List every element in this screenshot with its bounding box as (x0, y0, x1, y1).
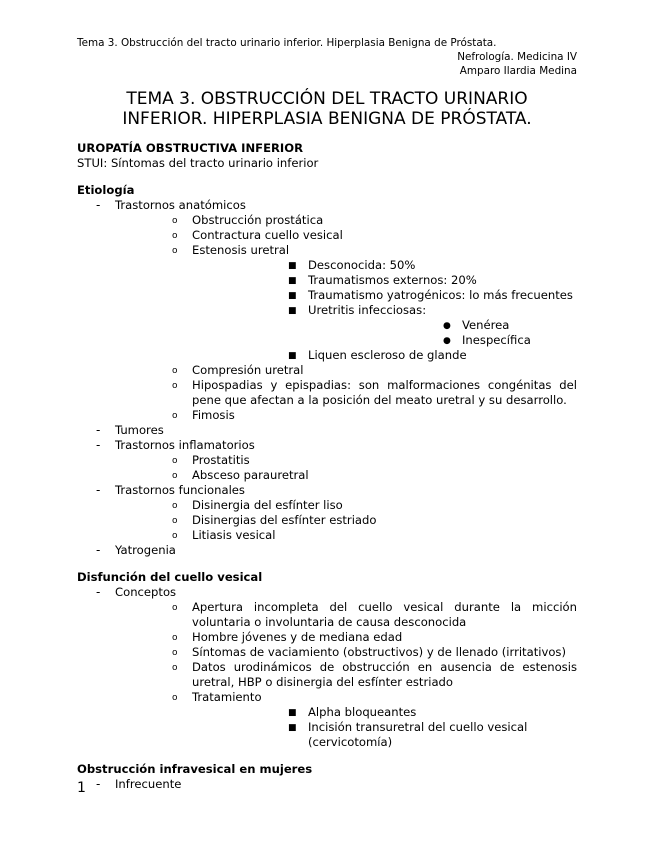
list-item: o Compresión uretral (172, 363, 304, 377)
document-body (77, 141, 577, 792)
list-item: - Infrecuente (96, 777, 182, 791)
circle-bullet-icon: o (172, 531, 178, 541)
document-title-line-2: INFERIOR. HIPERPLASIA BENIGNA DE PRÓSTATA. (122, 109, 532, 129)
page-number: 1 (77, 780, 86, 796)
list-item: o Datos urodinámicos de obstrucción en ausencia de estenosis uretral, HBP o disinergia del esfínter estriado (172, 660, 577, 689)
circle-bullet-icon: o (172, 693, 178, 703)
list-item: o Síntomas de vaciamiento (obstructivos) y de llenado (irritativos) (172, 645, 566, 659)
dash-bullet-icon: - (96, 543, 101, 557)
document-title-line-1: TEMA 3. OBSTRUCCIÓN DEL TRACTO URINARIO (126, 89, 528, 109)
dash-bullet-icon: - (96, 483, 101, 497)
list-item: - Tumores (96, 423, 164, 437)
list-item: o Disinergia del esfínter liso (172, 498, 343, 512)
dash-bullet-icon: - (96, 423, 101, 437)
list-item: ■ Alpha bloqueantes (288, 705, 417, 719)
circle-bullet-icon: o (172, 231, 178, 241)
dash-bullet-icon: - (96, 198, 101, 212)
list-item: ● Venérea (443, 318, 510, 332)
section-heading-mujeres: Obstrucción infravesical en mujeres (77, 762, 313, 776)
section-subtitle-stui: STUI: Síntomas del tracto urinario inferior (77, 156, 319, 170)
list-item: - Trastornos funcionales o Disinergia del esfínter liso o Disinergias del esfínter estriado o Litiasis vesical (77, 483, 577, 543)
author-label: Amparo Ilardia Medina (459, 65, 577, 77)
list-item: o Prostatitis (172, 453, 250, 467)
section-heading-disfuncion: Disfunción del cuello vesical (77, 570, 263, 584)
dash-bullet-icon: - (96, 585, 101, 599)
list-item: - Trastornos anatómicos o Obstrucción prostática o Contractura cuello vesical o Estenosis uretral ■ Desconocida: 50% ■ Traumatismos externos: 20% ■ Traumatismo yatrogénicos: lo más frecuentes ■ Uretritis infecciosas: ● Venérea ● Inespecífica ■ Liquen escleroso de glande o Compresión uretral o Hipospadias y epispadias: son malformaciones congénitas del pene que afectan a la posición del meato uretral y su desarrollo. o Fimosis (96, 198, 577, 422)
circle-bullet-icon: o (172, 501, 178, 511)
circle-bullet-icon: o (172, 366, 178, 376)
list-item: o Fimosis (172, 408, 235, 422)
square-bullet-icon: ■ (288, 306, 297, 316)
running-header-title: Tema 3. Obstrucción del tracto urinario inferior. Hiperplasia Benigna de Próstata. (77, 37, 497, 49)
course-label: Nefrología. Medicina IV (457, 51, 577, 63)
circle-bullet-icon: o (172, 633, 178, 643)
list-item: ■ Liquen escleroso de glande (288, 348, 467, 362)
circle-bullet-icon: o (172, 381, 178, 391)
square-bullet-icon: ■ (288, 261, 297, 271)
square-bullet-icon: ■ (288, 723, 297, 733)
square-bullet-icon: ■ (288, 276, 297, 286)
document-title (77, 89, 577, 129)
mujeres-list (77, 777, 577, 792)
list-item: o Hipospadias y epispadias: son malformaciones congénitas del pene que afectan a la posición del meato uretral y su desarrollo. (172, 378, 577, 407)
list-item: o Obstrucción prostática (172, 213, 324, 227)
square-bullet-icon: ■ (288, 708, 297, 718)
dot-bullet-icon: ● (443, 336, 451, 346)
list-item: ■ Incisión transuretral del cuello vesical (cervicotomía) (288, 720, 528, 749)
section-heading-uropatia: UROPATÍA OBSTRUCTIVA INFERIOR (77, 141, 304, 155)
etiologia-list (77, 198, 577, 558)
circle-bullet-icon: o (172, 216, 178, 226)
disfuncion-list (77, 585, 577, 750)
list-item: ■ Traumatismo yatrogénicos: lo más frecuentes (288, 288, 573, 302)
list-item: ■ Traumatismos externos: 20% (288, 273, 477, 287)
list-item: o Litiasis vesical (172, 528, 276, 542)
circle-bullet-icon: o (172, 471, 178, 481)
list-item: o Disinergias del esfínter estriado (172, 513, 377, 527)
square-bullet-icon: ■ (288, 351, 297, 361)
circle-bullet-icon: o (172, 516, 178, 526)
circle-bullet-icon: o (172, 456, 178, 466)
list-item: - Conceptos o Apertura incompleta del cuello vesical durante la micción voluntaria o involuntaria de causa desconocida o Hombre jóvenes y de mediana edad o Síntomas de vaciamiento (obstructivos) y de llenado (irritativos) o Datos urodinámicos de obstrucción en ausencia de estenosis uretral, HBP o disinergia del esfínter estriado o Tratamiento ■ Alpha bloqueantes ■ Incisión transuretral del cuello vesical (cervicotomía) (96, 585, 577, 749)
list-item: - Yatrogenia (96, 543, 176, 557)
circle-bullet-icon: o (172, 411, 178, 421)
list-item: o Contractura cuello vesical (172, 228, 343, 242)
running-header-meta (457, 50, 577, 78)
section-heading-etiologia: Etiología (77, 183, 135, 197)
square-bullet-icon: ■ (288, 291, 297, 301)
list-item: ● Inespecífica (443, 333, 531, 347)
list-item: o Hombre jóvenes y de mediana edad (172, 630, 403, 644)
list-item: o Tratamiento ■ Alpha bloqueantes ■ Incisión transuretral del cuello vesical (cervicotomía) (115, 690, 577, 750)
dot-bullet-icon: ● (443, 321, 451, 331)
dash-bullet-icon: - (96, 777, 101, 791)
list-item: ■ Uretritis infecciosas: ● Venérea ● Inespecífica (192, 303, 577, 348)
list-item: o Absceso parauretral (172, 468, 309, 482)
list-item: - Trastornos inflamatorios o Prostatitis o Absceso parauretral (77, 438, 577, 483)
list-item: o Apertura incompleta del cuello vesical durante la micción voluntaria o involuntaria de causa desconocida (172, 600, 577, 629)
circle-bullet-icon: o (172, 246, 178, 256)
list-item: o Estenosis uretral ■ Desconocida: 50% ■ Traumatismos externos: 20% ■ Traumatismo yatrogénicos: lo más frecuentes ■ Uretritis infecciosas: ● Venérea ● Inespecífica ■ Liquen escleroso de glande (115, 243, 577, 363)
dash-bullet-icon: - (96, 438, 101, 452)
circle-bullet-icon: o (172, 648, 178, 658)
list-item: ■ Desconocida: 50% (288, 258, 416, 272)
circle-bullet-icon: o (172, 663, 178, 673)
circle-bullet-icon: o (172, 603, 178, 613)
